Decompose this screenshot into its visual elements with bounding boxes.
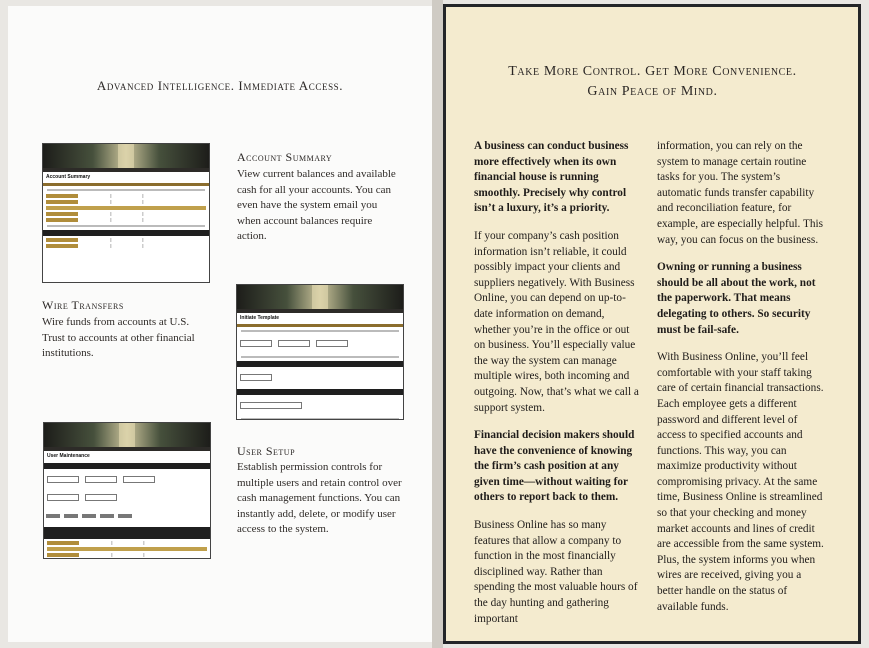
screenshot-banner [237,285,403,309]
screenshot-banner [44,423,210,447]
paragraph-lead-1: A business can conduct business more effectively when its own financial house is running smoothly. Precisely why control isn’t a luxury, it’s a priority. [474,140,629,215]
account-summary-title: Account Summary [237,150,333,164]
right-heading-line2: Gain Peace of Mind. [587,84,718,99]
wire-transfers-text: Wire funds from accounts at U.S. Trust to accounts at other financial institutions. [42,316,195,359]
paragraph-lead-2: Financial decision makers should have the convenience of knowing the firm’s cash position at any given time—without waiting for others to report back to them. [474,429,635,504]
paragraph: Business Online has so many features that allow a company to function in the most financially disciplined way. Rather than spending the most valuable hours of the day hunting and gathering important [474,519,638,625]
user-setup-text: Establish permission controls for multiple users and retain control over cash management functions. You can instantly add, delete, or modify user access to the system. [237,461,402,535]
left-heading: Advanced Intelligence. Immediate Access. [96,78,344,93]
screenshot-title: Account Summary [46,174,91,180]
brochure-spine [432,0,443,648]
right-column-2 [657,139,825,627]
right-heading [450,62,855,102]
right-column-1 [474,139,642,639]
screenshot-title: User Maintenance [47,453,90,459]
screenshot-banner [43,144,209,168]
initiate-template-screenshot [236,284,404,420]
paragraph: information, you can rely on the system to manage certain routine tasks for you. The system’s automatic funds transfer capability and reconciliation feature, for example, are especially helpful. This way, you can focus on the business. [657,140,824,246]
user-maintenance-screenshot [43,422,211,559]
account-summary-text: View current balances and available cash for all your accounts. You can even have the system email you when account balances require action. [237,168,396,242]
user-setup-title: User Setup [237,444,296,458]
paragraph-lead-3: Owning or running a business should be all about the work, not the paperwork. That means delegating to others. So security must be fail-safe. [657,261,816,336]
screenshot-title: Initiate Template [240,315,280,321]
paragraph: If your company’s cash position information isn’t reliable, it could possibly impact your clients and suppliers negatively. With Business Online, you can depend on up-to-date information on demand, whether you’re in the office or out on business. You’ll especially value the way the system can manage multiple wires, both incoming and outgoing. Now, that’s what we call a support system. [474,229,639,414]
paragraph: With Business Online, you’ll feel comfortable with your staff taking care of certain financial transactions. Each employee gets a different password and different level of access to specified accounts and functions. This way, you can maximize productivity without compromising privacy. At the same time, Business Online is streamlined so that your checking and money market accounts and lines of credit are accessible from the same system. Plus, the system informs you when wires are received, giving you a better handle on the status of available funds. [657,351,824,613]
wire-transfers-title: Wire Transfers [42,298,124,312]
account-summary-screenshot [42,143,210,283]
right-heading-line1: Take More Control. Get More Convenience. [508,64,797,79]
